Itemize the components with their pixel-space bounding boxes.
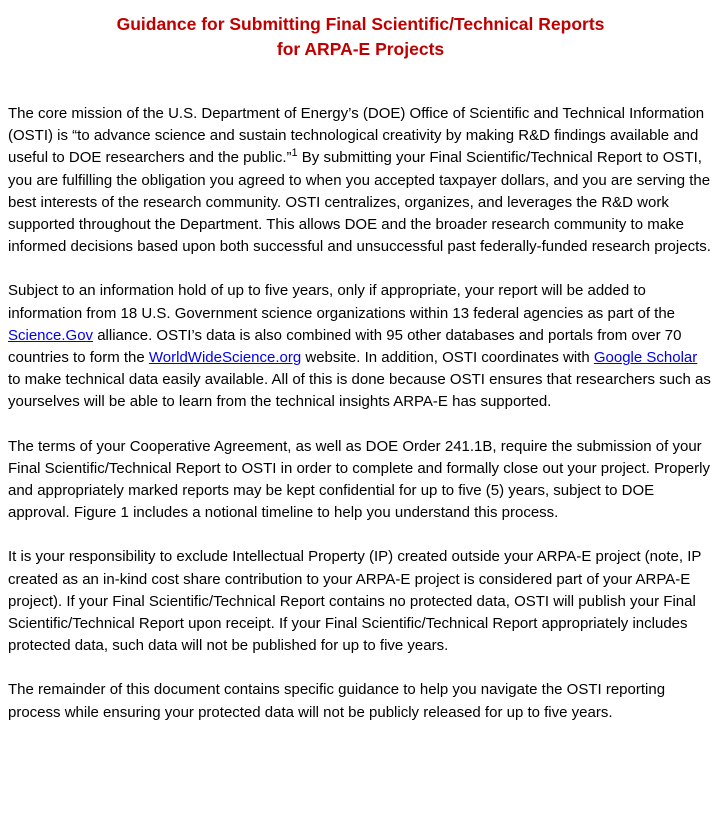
google-scholar-link[interactable]: Google Scholar [593,349,698,367]
paragraph-mission-text-a: The core mission of the U.S. Department of Energy’s (DOE) Office of Scientific and Technical Information (OSTI) is “to advance science and sustain technological creativity by making R&D findings available and useful to DOE researchers and the public.” [8,105,705,167]
paragraph-mission [8,103,713,258]
title-line-1: Guidance for Submitting Final Scientific/Technical Reports [116,14,605,34]
paragraph-hold-text-c: website. In addition, OSTI coordinates with [301,349,594,367]
paragraph-hold-text-a: Subject to an information hold of up to five years, only if appropriate, your report will be added to information from 18 U.S. Government science organizations within 13 federal agencies as part of the [8,282,676,322]
sciencegov-link[interactable]: Science.Gov [8,326,94,344]
document-title [8,12,713,62]
paragraph-hold-text-b: alliance. OSTI’s data is also combined with 95 other databases and portals from over 70 countries to form the [8,326,682,367]
title-line-2: for ARPA-E Projects [276,39,445,59]
footnote-reference[interactable]: 1 [291,147,298,160]
paragraph-remainder: The remainder of this document contains specific guidance to help you navigate the OSTI reporting process while ensuring your protected data will not be publicly released for up to five years. [8,681,666,721]
paragraph-intellectual-property: It is your responsibility to exclude Intellectual Property (IP) created outside your ARPA-E project (note, IP created as an in-kind cost share contribution to your ARPA-E project is considered part of your ARPA-E project). If your Final Scientific/Technical Report contains no protected data, OSTI will publish your Final Scientific/Technical Report upon receipt. If your Final Scientific/Technical Report appropriately includes protected data, such data will not be published for up to five years. [8,548,702,655]
paragraph-information-hold [8,280,713,413]
paragraph-mission-text-b: By submitting your Final Scientific/Technical Report to OSTI, you are fulfilling the obligation you agreed to when you accepted taxpayer dollars, and you are serving the best interests of the research community. OSTI centralizes, organizes, and leverages the R&D work supported throughout the Department. This allows DOE and the broader research community to make informed decisions based upon both successful and unsuccessful past federally-funded research projects. [8,149,711,256]
worldwidescience-link[interactable]: WorldWideScience.org [148,349,302,367]
paragraph-hold-text-d: to make technical data easily available. All of this is done because OSTI ensures that researchers such as yourselves will be able to learn from the technical insights ARPA-E has supported. [8,371,711,411]
paragraph-cooperative-agreement: The terms of your Cooperative Agreement, as well as DOE Order 241.1B, require the submission of your Final Scientific/Technical Report to OSTI in order to complete and formally close out your project. Properly and appropriately marked reports may be kept confidential for up to five (5) years, subject to DOE approval. Figure 1 includes a notional timeline to help you understand this process. [8,437,710,522]
